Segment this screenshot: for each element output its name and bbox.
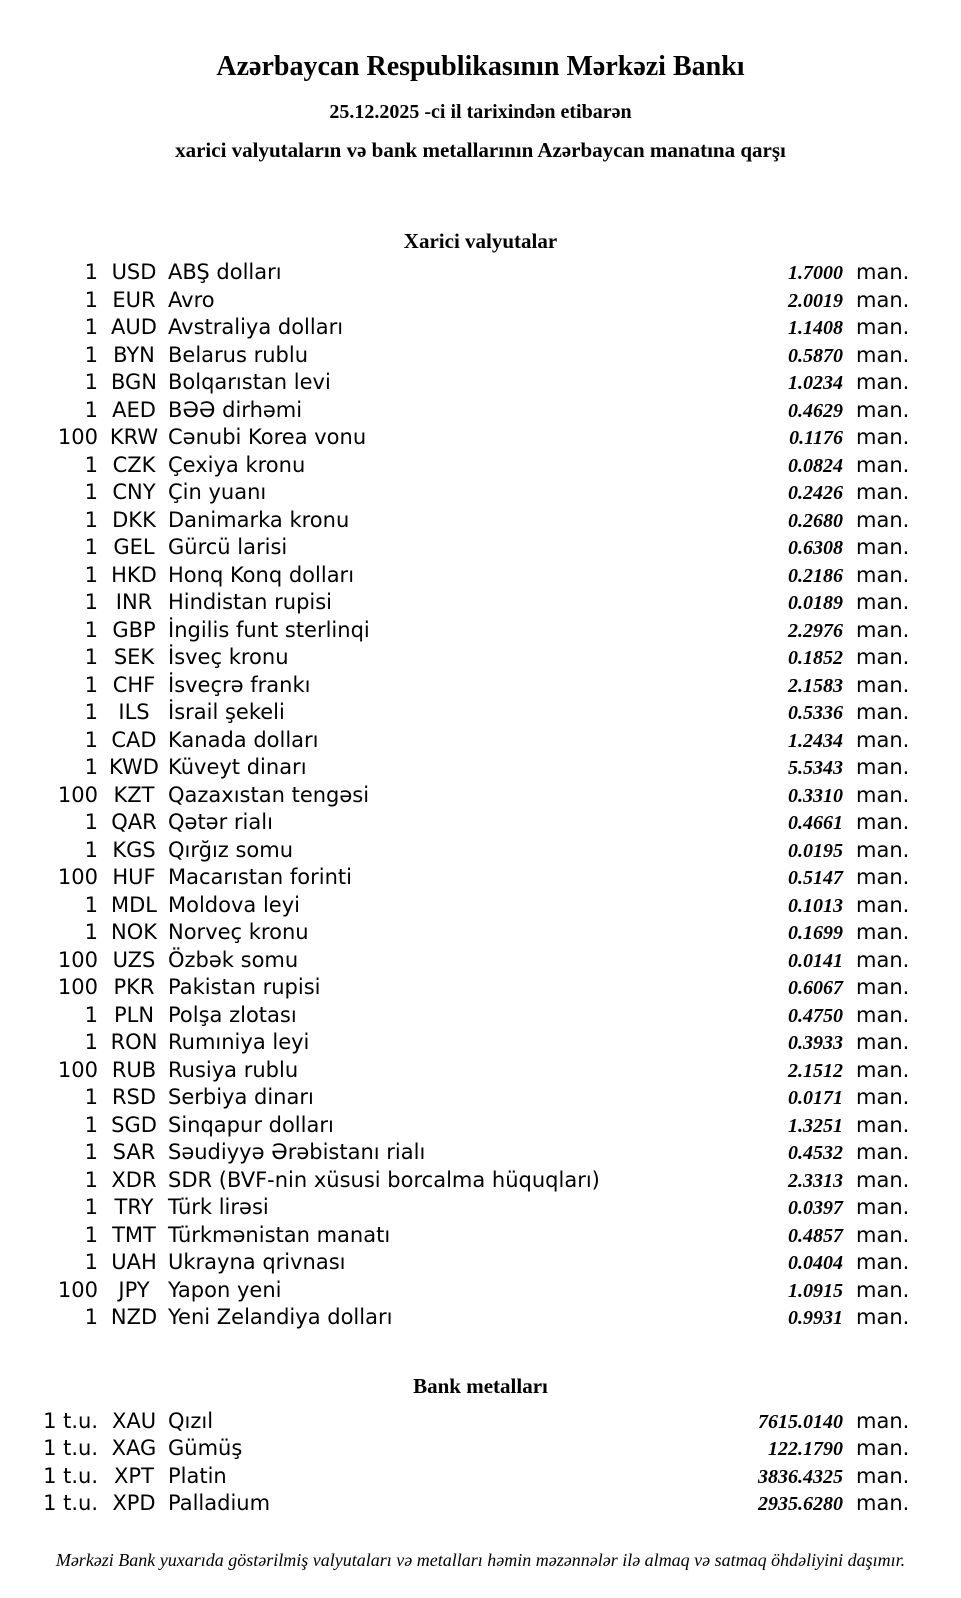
unit-amount: 1	[84, 645, 98, 669]
currency-code: CAD	[111, 727, 157, 752]
rate-row	[0, 1194, 961, 1222]
unit-amount: 1	[84, 1250, 98, 1274]
unit-amount: 1	[84, 315, 98, 339]
manat-label: man.	[856, 782, 910, 807]
currency-code: TRY	[114, 1195, 154, 1219]
manat-label: man.	[856, 1112, 910, 1137]
unit-amount: 1	[84, 287, 98, 312]
manat-label: man.	[856, 1491, 910, 1515]
manat-label: man.	[856, 1463, 910, 1488]
currency-name: Rusiya rublu	[168, 1057, 299, 1082]
rate-value: 0.2186	[788, 564, 843, 587]
rate-value: 3836.4325	[758, 1465, 843, 1488]
currency-name: BƏƏ dirhəmi	[168, 397, 303, 422]
currency-code: CNY	[112, 480, 156, 504]
rate-value: 0.0824	[788, 454, 843, 477]
currency-code: SAR	[112, 1140, 156, 1164]
unit-amount: 1	[84, 920, 98, 944]
manat-label: man.	[856, 1057, 910, 1082]
rate-value: 0.4532	[788, 1142, 843, 1164]
unit-amount: 1	[84, 1140, 98, 1164]
currency-code: EUR	[112, 287, 156, 312]
rate-value: 0.1013	[788, 894, 843, 917]
rate-value: 0.1176	[789, 427, 843, 449]
unit-amount: 1	[84, 617, 98, 642]
manat-label: man.	[856, 1408, 910, 1433]
rate-row	[0, 837, 961, 865]
currency-name: Türk lirəsi	[168, 1195, 269, 1219]
currency-code: GEL	[113, 535, 155, 559]
currencies-table	[0, 259, 961, 1332]
manat-label: man.	[856, 865, 910, 889]
currency-code: RUB	[111, 1057, 157, 1082]
manat-label: man.	[856, 535, 910, 559]
rate-value: 0.2426	[788, 482, 843, 504]
rate-value: 0.0141	[788, 949, 843, 972]
rate-row	[0, 974, 961, 1002]
manat-label: man.	[856, 975, 910, 999]
currency-name: İsveçrə frankı	[168, 672, 311, 697]
currency-name: Avro	[168, 287, 215, 312]
rate-value: 1.0915	[788, 1279, 843, 1302]
rate-row	[0, 424, 961, 452]
currency-name: Rumıniya leyi	[168, 1030, 310, 1054]
rate-value: 2935.6280	[758, 1493, 843, 1515]
rate-row	[0, 1084, 961, 1112]
manat-label: man.	[856, 1002, 910, 1027]
rate-row	[0, 259, 961, 287]
effective-date: 25.12.2025 -ci il tarixindən etibarən	[329, 101, 632, 123]
unit-amount: 1	[84, 1112, 98, 1137]
rate-value: 7615.0140	[758, 1410, 843, 1433]
rate-value: 0.0189	[788, 592, 843, 614]
unit-amount: 1	[84, 755, 98, 779]
currency-code: HUF	[112, 865, 156, 889]
currency-name: ABŞ dolları	[168, 260, 282, 284]
currency-code: KZT	[113, 782, 155, 807]
currency-code: PKR	[113, 975, 155, 999]
currency-name: Özbək somu	[168, 947, 299, 972]
unit-amount: 100	[57, 1057, 98, 1082]
manat-label: man.	[856, 507, 910, 532]
currency-code: BYN	[113, 342, 155, 367]
unit-amount: 1 t.u.	[43, 1408, 98, 1433]
page-subtitle: xarici valyutaların və bank metallarının Azərbaycan manatına qarşı	[175, 138, 786, 162]
unit-amount: 1	[84, 837, 98, 862]
manat-label: man.	[856, 342, 910, 367]
rate-row	[0, 672, 961, 700]
rate-row	[0, 754, 961, 782]
currency-code: QAR	[111, 810, 157, 834]
manat-label: man.	[856, 1250, 910, 1274]
unit-amount: 1	[84, 370, 98, 394]
manat-label: man.	[856, 1222, 910, 1247]
unit-amount: 100	[57, 865, 98, 889]
unit-amount: 1	[84, 810, 98, 834]
currency-code: TMT	[112, 1222, 156, 1247]
rate-row	[0, 947, 961, 975]
rate-value: 0.4750	[788, 1004, 843, 1027]
rate-row	[0, 699, 961, 727]
currency-name: Hindistan rupisi	[168, 590, 333, 614]
metals-table	[0, 1408, 961, 1518]
manat-label: man.	[856, 260, 910, 284]
currency-code: CHF	[112, 672, 156, 697]
currency-name: Yeni Zelandiya dolları	[168, 1305, 393, 1329]
rate-row	[0, 397, 961, 425]
currency-name: Norveç kronu	[168, 920, 309, 944]
currency-name: Palladium	[168, 1491, 271, 1515]
currency-name: SDR (BVF-nin xüsusi borcalma hüquqları)	[168, 1167, 600, 1192]
rate-row	[0, 727, 961, 755]
currency-code: AED	[112, 397, 156, 422]
rate-value: 2.3313	[788, 1169, 843, 1192]
unit-amount: 1	[84, 535, 98, 559]
rate-value: 1.7000	[788, 262, 843, 284]
rate-value: 122.1790	[768, 1438, 843, 1460]
rate-row	[0, 562, 961, 590]
currency-name: Belarus rublu	[168, 342, 309, 367]
manat-label: man.	[856, 590, 910, 614]
rate-value: 0.4857	[788, 1224, 843, 1247]
rate-value: 0.3310	[788, 784, 843, 807]
manat-label: man.	[856, 315, 910, 339]
rate-value: 2.0019	[788, 289, 843, 312]
currency-name: Avstraliya dolları	[168, 315, 344, 339]
rate-value: 0.6067	[788, 977, 843, 999]
manat-label: man.	[856, 645, 910, 669]
unit-amount: 1	[84, 342, 98, 367]
currency-name: İsrail şekeli	[168, 700, 285, 724]
manat-label: man.	[856, 727, 910, 752]
rate-value: 0.9931	[788, 1307, 843, 1329]
currency-name: Gürcü larisi	[168, 535, 288, 559]
manat-label: man.	[856, 425, 910, 449]
manat-label: man.	[856, 1195, 910, 1219]
rate-value: 2.1512	[788, 1059, 843, 1082]
currency-code: USD	[111, 260, 157, 284]
currency-name: Moldova leyi	[168, 892, 300, 917]
unit-amount: 100	[57, 975, 98, 999]
rate-row	[0, 287, 961, 315]
currency-code: RON	[110, 1030, 158, 1054]
currency-name: Türkmənistan manatı	[168, 1222, 391, 1247]
unit-amount: 100	[57, 425, 98, 449]
manat-label: man.	[856, 480, 910, 504]
manat-label: man.	[856, 287, 910, 312]
currency-code: HKD	[111, 562, 157, 587]
currency-name: Qızıl	[168, 1408, 214, 1433]
page-header	[0, 0, 961, 163]
currency-code: ILS	[118, 700, 150, 724]
rate-value: 0.2680	[788, 509, 843, 532]
rate-row	[0, 314, 961, 342]
currency-name: Pakistan rupisi	[168, 975, 321, 999]
unit-amount: 1 t.u.	[43, 1436, 98, 1460]
rate-row	[0, 782, 961, 810]
manat-label: man.	[856, 700, 910, 724]
rate-row	[0, 1463, 961, 1491]
rate-value: 0.0171	[788, 1087, 843, 1109]
rate-row	[0, 1222, 961, 1250]
currency-code: DKK	[112, 507, 156, 532]
rate-row	[0, 342, 961, 370]
currency-code: JPY	[118, 1277, 150, 1302]
manat-label: man.	[856, 837, 910, 862]
currency-name: Serbiya dinarı	[168, 1085, 314, 1109]
currency-name: Küveyt dinarı	[168, 755, 307, 779]
currency-name: İsveç kronu	[168, 645, 289, 669]
unit-amount: 1	[84, 452, 98, 477]
rate-row	[0, 1249, 961, 1277]
currency-code: SEK	[113, 645, 155, 669]
rate-row	[0, 1002, 961, 1030]
currency-code: PLN	[113, 1002, 155, 1027]
rate-value: 0.6308	[788, 537, 843, 559]
unit-amount: 1	[84, 397, 98, 422]
currency-code: XPT	[114, 1463, 154, 1488]
unit-amount: 1	[84, 1085, 98, 1109]
currency-code: UAH	[111, 1250, 157, 1274]
unit-amount: 100	[57, 947, 98, 972]
unit-amount: 1	[84, 1030, 98, 1054]
currency-code: KRW	[109, 425, 159, 449]
currency-name: Qırğız somu	[168, 837, 294, 862]
rate-value: 0.4661	[788, 812, 843, 834]
currency-code: KWD	[109, 755, 159, 779]
currency-name: Səudiyyə Ərəbistanı rialı	[168, 1140, 426, 1164]
rate-row	[0, 919, 961, 947]
currency-name: Qətər rialı	[168, 810, 273, 834]
currency-name: Kanada dolları	[168, 727, 319, 752]
manat-label: man.	[856, 397, 910, 422]
unit-amount: 100	[57, 1277, 98, 1302]
currency-code: RSD	[111, 1085, 157, 1109]
unit-amount: 1	[84, 727, 98, 752]
currency-code: XDR	[111, 1167, 157, 1192]
manat-label: man.	[856, 1277, 910, 1302]
currencies-section	[0, 227, 961, 1332]
rate-row	[0, 1490, 961, 1518]
manat-label: man.	[856, 892, 910, 917]
currency-name: Çin yuanı	[168, 480, 267, 504]
unit-amount: 1	[84, 260, 98, 284]
rate-row	[0, 452, 961, 480]
manat-label: man.	[856, 617, 910, 642]
manat-label: man.	[856, 1085, 910, 1109]
currency-code: KGS	[112, 837, 156, 862]
unit-amount: 1	[84, 1167, 98, 1192]
rate-row	[0, 507, 961, 535]
manat-label: man.	[856, 810, 910, 834]
rate-row	[0, 809, 961, 837]
rate-value: 2.1583	[788, 674, 843, 697]
currencies-heading: Xarici valyutalar	[403, 229, 558, 253]
currency-code: CZK	[112, 452, 156, 477]
currency-code: INR	[115, 590, 153, 614]
unit-amount: 1	[84, 1305, 98, 1329]
rate-value: 1.0234	[788, 372, 843, 394]
unit-amount: 1	[84, 507, 98, 532]
currency-name: Macarıstan forinti	[168, 865, 352, 889]
unit-amount: 1 t.u.	[43, 1463, 98, 1488]
currency-code: NOK	[110, 920, 157, 944]
page-title: Azərbaycan Respublikasının Mərkəzi Bankı	[216, 51, 745, 82]
currency-code: XPD	[112, 1491, 156, 1515]
rate-value: 2.2976	[788, 619, 843, 642]
unit-amount: 100	[57, 782, 98, 807]
rate-row	[0, 479, 961, 507]
rate-row	[0, 864, 961, 892]
rate-row	[0, 1057, 961, 1085]
manat-label: man.	[856, 1140, 910, 1164]
currency-name: Yapon yeni	[168, 1277, 282, 1302]
rate-row	[0, 644, 961, 672]
manat-label: man.	[856, 672, 910, 697]
rate-row	[0, 1304, 961, 1332]
currency-name: Bolqarıstan levi	[168, 370, 331, 394]
currency-name: Polşa zlotası	[168, 1002, 297, 1027]
manat-label: man.	[856, 370, 910, 394]
rate-row	[0, 534, 961, 562]
currency-code: MDL	[111, 892, 157, 917]
metals-heading: Bank metalları	[413, 1373, 548, 1398]
unit-amount: 1	[84, 480, 98, 504]
unit-amount: 1	[84, 1002, 98, 1027]
manat-label: man.	[856, 1436, 910, 1460]
currency-name: İngilis funt sterlinqi	[168, 617, 370, 642]
rate-value: 5.5343	[788, 757, 843, 779]
currency-code: GBP	[112, 617, 156, 642]
rate-value: 0.1699	[788, 922, 843, 944]
rate-value: 0.3933	[788, 1032, 843, 1054]
rate-value: 1.1408	[788, 317, 843, 339]
currency-name: Gümüş	[168, 1436, 243, 1460]
currency-code: XAU	[111, 1408, 157, 1433]
manat-label: man.	[856, 947, 910, 972]
currency-name: Ukrayna qrivnası	[168, 1250, 346, 1274]
currency-code: SGD	[111, 1112, 157, 1137]
disclaimer-text: Mərkəzi Bank yuxarıda göstərilmiş valyutaları və metalları həmin məzənnələr ilə almaq və satmaq öhdəliyini daşımır.	[55, 1549, 906, 1570]
unit-amount: 1	[84, 1195, 98, 1219]
currency-name: Çexiya kronu	[168, 452, 306, 477]
unit-amount: 1	[84, 892, 98, 917]
rate-row	[0, 1277, 961, 1305]
currency-name: Cənubi Korea vonu	[168, 425, 367, 449]
manat-label: man.	[856, 1167, 910, 1192]
rate-row	[0, 369, 961, 397]
rate-row	[0, 1112, 961, 1140]
currency-name: Sinqapur dolları	[168, 1112, 334, 1137]
rate-value: 0.5336	[788, 702, 843, 724]
currency-name: Danimarka kronu	[168, 507, 350, 532]
rate-value: 0.0404	[788, 1252, 843, 1274]
unit-amount: 1	[84, 562, 98, 587]
rate-value: 0.4629	[788, 399, 843, 422]
currency-name: Platin	[168, 1463, 227, 1488]
currency-code: NZD	[110, 1305, 158, 1329]
currency-code: AUD	[111, 315, 157, 339]
rate-value: 0.5870	[788, 344, 843, 367]
unit-amount: 1	[84, 700, 98, 724]
currency-code: UZS	[112, 947, 156, 972]
unit-amount: 1	[84, 1222, 98, 1247]
manat-label: man.	[856, 1030, 910, 1054]
currency-name: Honq Konq dolları	[168, 562, 355, 587]
manat-label: man.	[856, 755, 910, 779]
rate-row	[0, 1435, 961, 1463]
rate-row	[0, 1029, 961, 1057]
unit-amount: 1 t.u.	[43, 1491, 98, 1515]
manat-label: man.	[856, 452, 910, 477]
rate-row	[0, 1408, 961, 1436]
metals-section	[0, 1372, 961, 1518]
rate-row	[0, 589, 961, 617]
rate-value: 0.0195	[788, 839, 843, 862]
unit-amount: 1	[84, 590, 98, 614]
rate-value: 0.5147	[788, 867, 843, 889]
rate-value: 1.3251	[788, 1114, 843, 1137]
rate-value: 1.2434	[788, 729, 843, 752]
rate-row	[0, 892, 961, 920]
currency-name: Qazaxıstan tengəsi	[168, 782, 370, 807]
manat-label: man.	[856, 1305, 910, 1329]
currency-code: BGN	[110, 370, 158, 394]
rate-value: 0.0397	[788, 1197, 843, 1219]
rate-row	[0, 1139, 961, 1167]
currency-code: XAG	[111, 1436, 157, 1460]
unit-amount: 1	[84, 672, 98, 697]
rate-row	[0, 617, 961, 645]
rate-value: 0.1852	[788, 647, 843, 669]
manat-label: man.	[856, 920, 910, 944]
manat-label: man.	[856, 562, 910, 587]
rate-row	[0, 1167, 961, 1195]
